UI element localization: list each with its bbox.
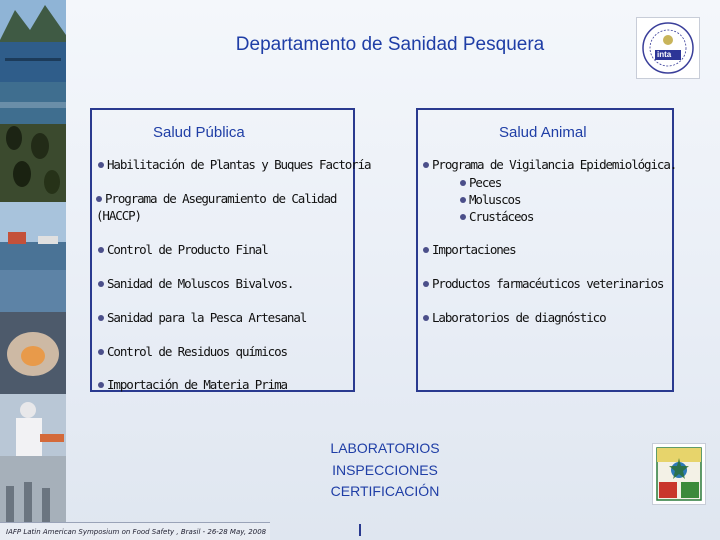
divider (359, 524, 361, 536)
lake-photo (0, 0, 66, 82)
bullet-icon (423, 247, 429, 253)
bullet-icon (423, 315, 429, 321)
sea-photo (0, 270, 66, 312)
emblem-icon (653, 444, 705, 504)
bullet-icon (460, 180, 466, 186)
bullet-icon (423, 281, 429, 287)
sub-list-item: Moluscos (460, 191, 520, 208)
boats-photo (0, 202, 66, 270)
list-item: Sanidad para la Pesca Artesanal (98, 309, 306, 326)
list-item: Importaciones (423, 241, 516, 258)
list-item: Laboratorios de diagnóstico (423, 309, 606, 326)
footer-text: IAFP Latin American Symposium on Food Safety , Brasil - 26-28 May, 2008 (0, 522, 270, 540)
bullet-icon (98, 349, 104, 355)
bullet-icon (460, 197, 466, 203)
inta-logo-icon (637, 18, 699, 78)
bullet-icon (423, 162, 429, 168)
bullet-icon (98, 162, 104, 168)
mussels-photo (0, 124, 66, 202)
page-title: Departamento de Sanidad Pesquera (235, 34, 545, 55)
bullet-icon (98, 315, 104, 321)
list-item: Programa de Aseguramiento de Calidad (HACCP) (96, 191, 337, 223)
bullet-icon (98, 382, 104, 388)
emblem-logo (652, 443, 706, 505)
photo-strip (0, 0, 66, 540)
salud-animal-heading: Salud Animal (499, 124, 587, 141)
sub-list-item: Peces (460, 174, 501, 191)
scallop-photo (0, 312, 66, 394)
list-item: Sanidad de Moluscos Bivalvos. (98, 275, 293, 292)
list-item: Productos farmacéuticos veterinarios (423, 275, 663, 292)
salud-publica-heading: Salud Pública (153, 124, 245, 141)
labs-block (300, 438, 470, 503)
list-item: Control de Residuos químicos (98, 343, 287, 360)
labs-line: INSPECCIONES (332, 461, 438, 478)
bullet-icon (460, 214, 466, 220)
list-item: Importación de Materia Prima (98, 376, 287, 393)
sub-list-item: Crustáceos (460, 208, 533, 225)
list-item: Habilitación de Plantas y Buques Factoría (98, 156, 370, 173)
inta-logo (636, 17, 700, 79)
bullet-icon (96, 196, 102, 202)
list-item: Programa de Vigilancia Epidemiológica. (423, 156, 676, 173)
list-item: Control de Producto Final (98, 241, 268, 258)
labs-line: LABORATORIOS (330, 440, 440, 456)
water-photo (0, 82, 66, 124)
inta-logo-text: inta (657, 50, 672, 59)
bullet-icon (98, 281, 104, 287)
bullet-icon (98, 247, 104, 253)
lab-worker-photo (0, 394, 66, 456)
labs-line: CERTIFICACIÓN (330, 483, 440, 499)
